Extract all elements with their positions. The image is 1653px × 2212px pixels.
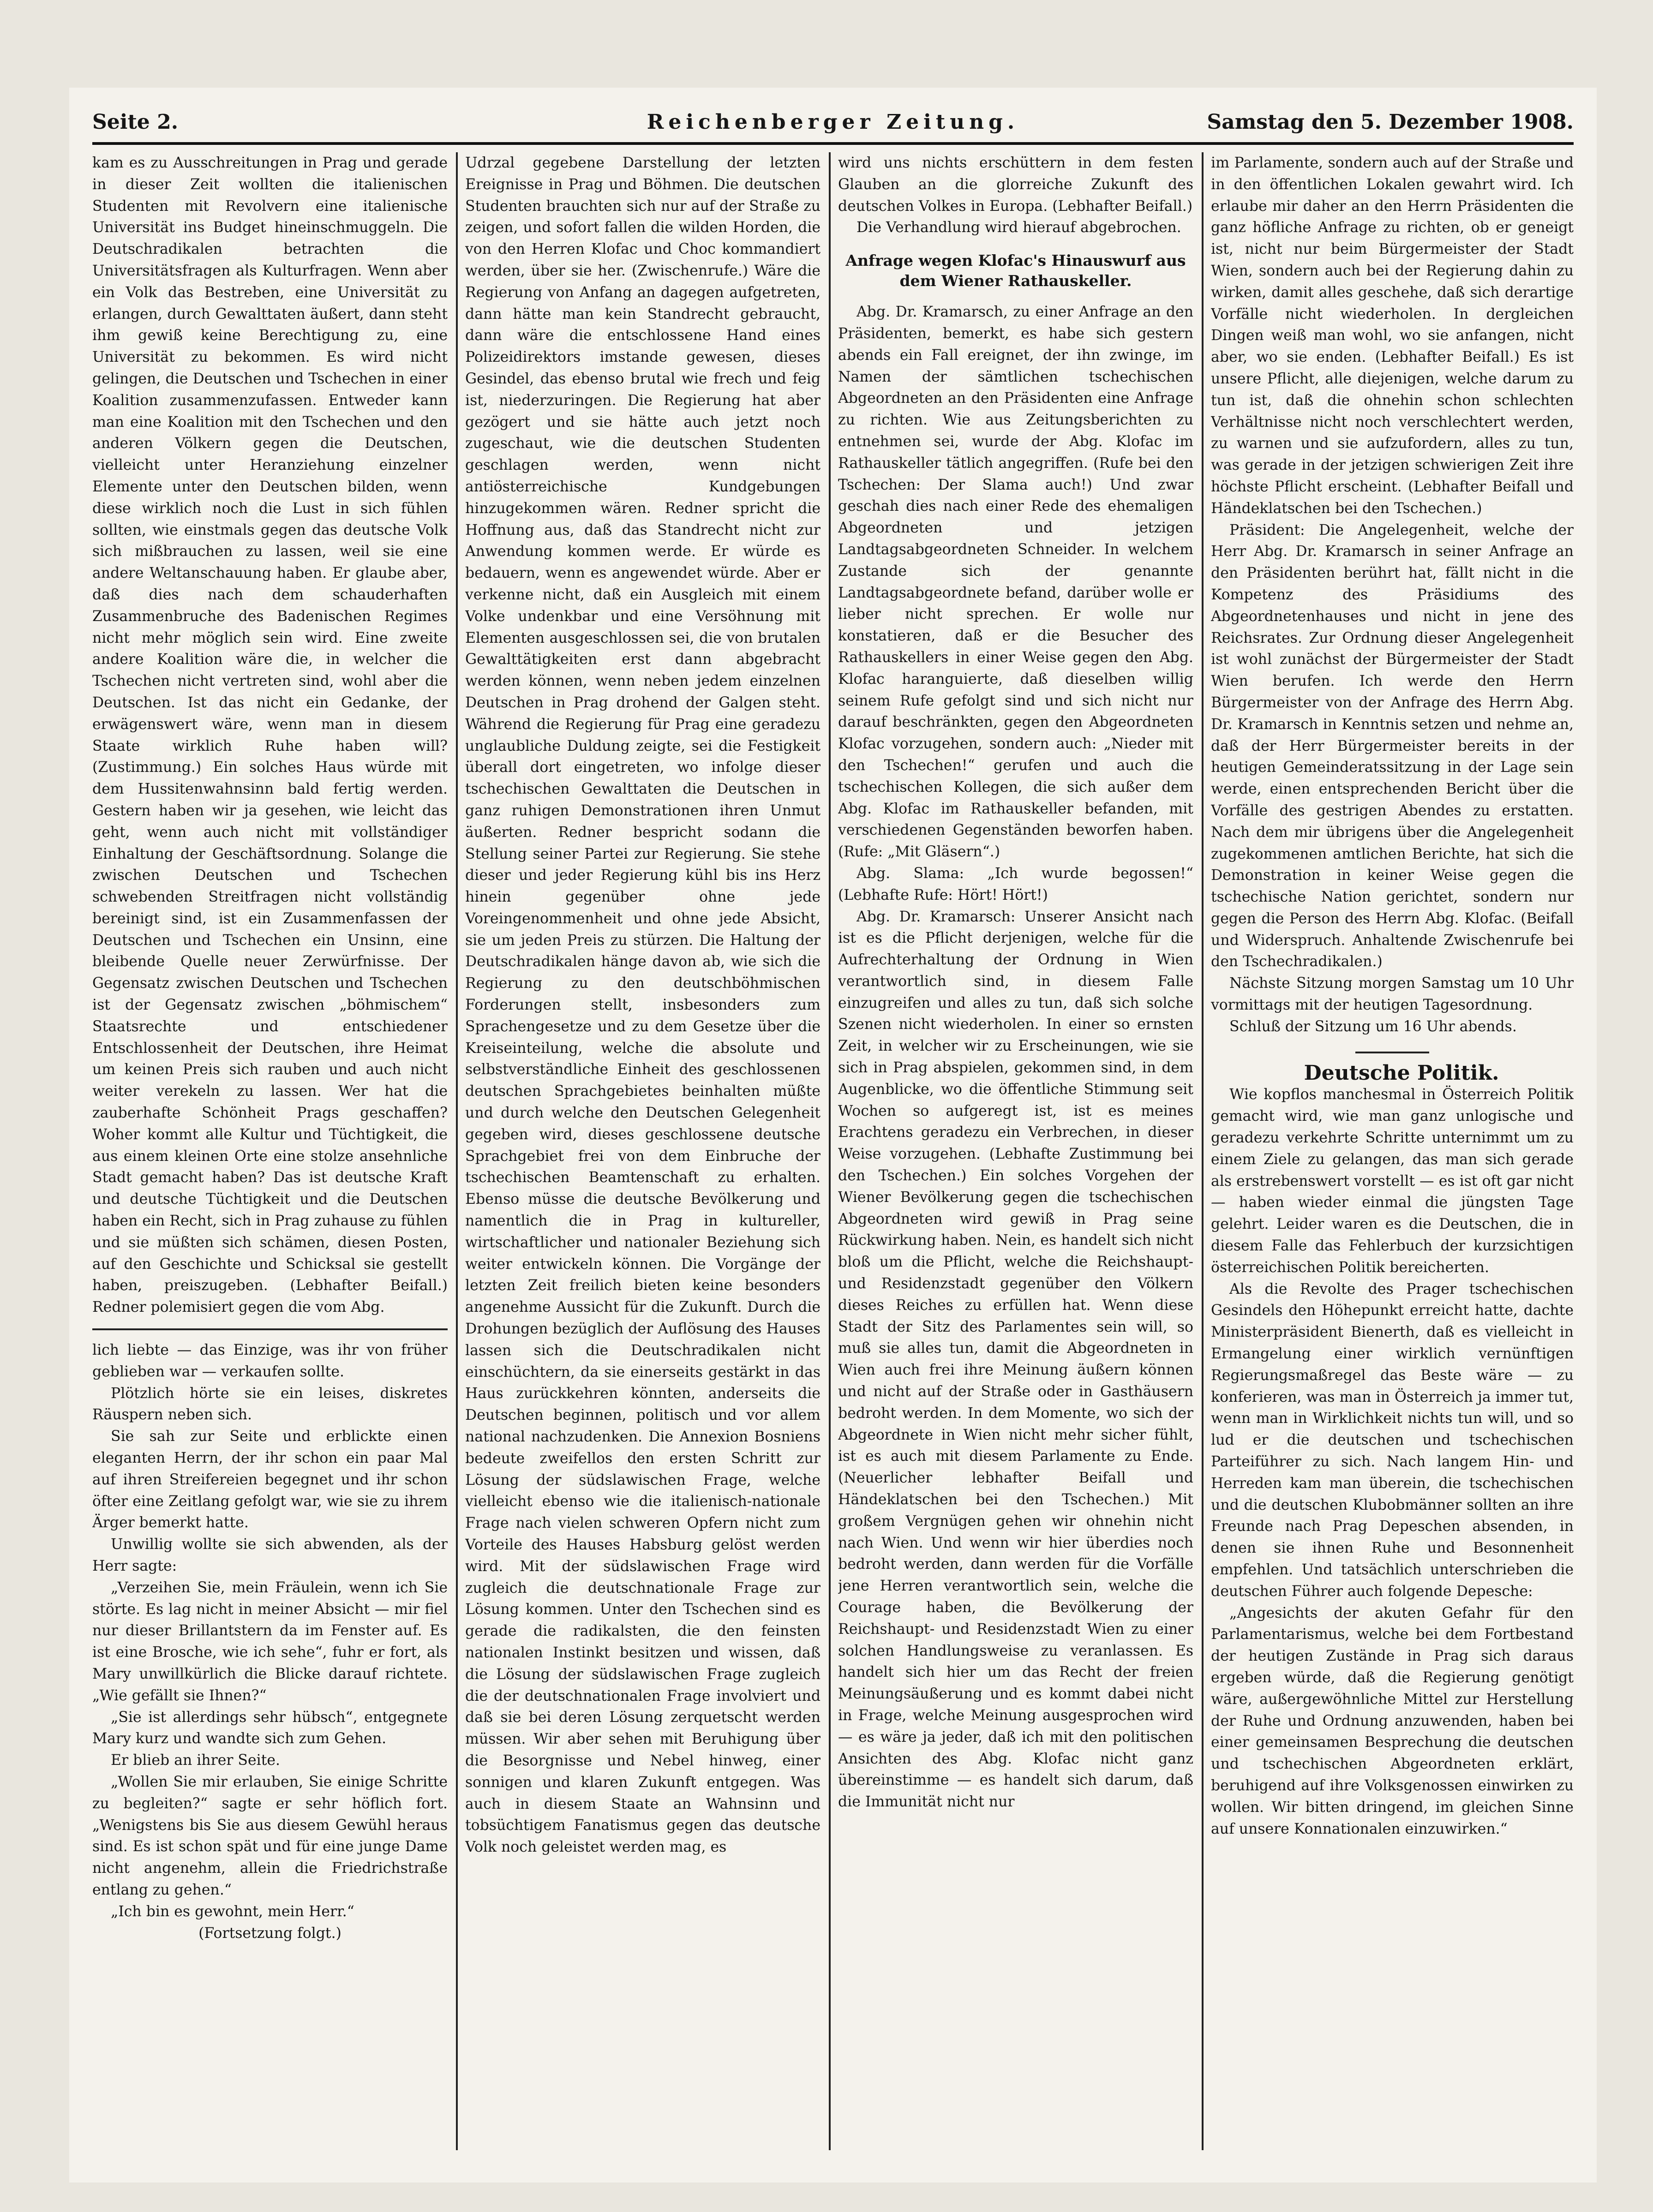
column-1 — [92, 152, 448, 2150]
feuilleton-paragraph: „Sie ist allerdings sehr hübsch“, entgegnete Mary kurz und wandte sich zum Gehen. — [92, 1709, 448, 1747]
article-text: Schluß der Sitzung um 16 Uhr abends. — [1229, 1018, 1517, 1035]
article-text: Die Verhandlung wird hierauf abgebrochen. — [856, 219, 1181, 236]
article-text: wird uns nichts erschüttern in dem festen Glauben an die glorreiche Zukunft des deutschen Volkes in Europa. (Lebhafter Beifall.) — [838, 155, 1193, 215]
article-text: Abg. Dr. Kramarsch: Unserer Ansicht nach ist es die Pflicht derjenigen, welche für die Aufrechterhaltung der Ordnung in Wien verantwortlich sind, in diesem Falle einzugreifen und alles zu tun, daß sich solche Szenen nicht wiederholen. In einer so ernsten Zeit, in welcher wir zu Erscheinungen, wie sie sich in Prag abspielen, gekommen sind, in dem Augenblicke, wo die öffentliche Stimmung seit Wochen so aufgeregt ist, ist es meines Erachtens geradezu ein Verbrechen, in dieser Weise vorzugehen. (Lebhafte Zustimmung bei den Tschechen.) Ein solches Vorgehen der Wiener Bevölkerung gegen die tschechischen Abgeordneten wird gewiß in Prag seine Rückwirkung haben. Nein, es handelt sich nicht bloß um die Pflicht, welche die Reichshaupt- und Residenzstadt gegenüber den Völkern dieses Reiches zu erfüllen hat. Wenn diese Stadt der Sitz des Parlamentes sein will, so muß sie alles tun, damit die Abgeordneten in Wien auch frei ihre Meinung äußern können und nicht auf der Straße oder in Gasthäusern bedroht werden. In dem Momente, wo sich der Abgeordnete in Wien nicht mehr sicher fühlt, ist es auch mit diesem Parlamente zu Ende. (Neuerlicher lebhafter Beifall und Händeklatschen bei den Tschechen.) Mit großem Vergnügen gehen wir ohnehin nicht nach Wien. Und wenn wir hier überdies noch bedroht werden, dann werden für die Vorfälle jene Herren verantwortlich sein, welche die Courage haben, die Bevölkerung der Reichshaupt- und Residenzstadt Wien zu einer solchen Handlungsweise zu veranlassen. Es handelt sich hier um das Recht der freien Meinungsäußerung und es kommt dabei nicht in Frage, welche Meinung ausgesprochen wird — es wäre ja jeder, daß ich mit den politischen Ansichten des Abg. Klofac nicht ganz übereinstimme — es handelt sich darum, daß die Immunität nicht nur — [838, 908, 1193, 1811]
article-text: Als die Revolte des Prager tschechischen Gesindels den Höhepunkt erreicht hatte, dachte Ministerpräsident Bienerth, daß es vielleicht in Ermangelung einer wirklich vernünftigen Regierungsmaßregel das Beste wäre — zu konferieren, was man in Österreich ja immer tut, wenn man in Wirklichkeit nichts tun will, und so lud er die deutschen und tschechischen Parteiführer zu sich. Nach langem Hin- und Herreden kam man überein, die tschechischen und die deutschen Klubobmänner sollten an ihre Freunde nach Prag Depeschen absenden, in denen sie ihnen Ruhe und Besonnenheit empfehlen. Und tatsächlich unterschrieben die deutschen Führer auch folgende Depesche: — [1211, 1280, 1574, 1600]
article-text: Präsident: Die Angelegenheit, welche der Herr Abg. Dr. Kramarsch in seiner Anfrage an den Präsidenten berührt hat, fällt nicht in die Kompetenz des Präsidiums des Abgeordnetenhauses und nicht in jene des Reichsrates. Zur Ordnung dieser Angelegenheit ist wohl zunächst der Bürgermeister der Stadt Wien berufen. Ich werde den Herrn Bürgermeister von der Anfrage des Herrn Abg. Dr. Kramarsch in Kenntnis setzen und nehme an, daß der Herr Bürgermeister bereits in der heutigen Gemeinderatssitzung in der Lage sein werde, einen entsprechenden Bericht über die Vorfälle des gestrigen Abendes zu erstatten. Nach dem mir übrigens über die Angelegenheit zugekommenen amtlichen Berichte, hat sich die Demonstration in keiner Weise gegen die tschechische Nation gerichtet, sondern nur gegen die Person des Herrn Abg. Klofac. (Beifall und Widerspruch. Anhaltende Zwischenrufe bei den Tschechradikalen.) — [1211, 521, 1574, 970]
feuilleton-paragraph: Plötzlich hörte sie ein leises, diskretes Räuspern neben sich. — [92, 1385, 448, 1423]
feuilleton — [92, 1339, 448, 1944]
page-number: Seite 2. — [92, 110, 179, 134]
header-rule — [92, 142, 1574, 145]
feuilleton-paragraph: „Ich bin es gewohnt, mein Herr.“ — [111, 1903, 354, 1920]
masthead: Reichenberger Zeitung. — [647, 110, 1019, 134]
feuilleton-paragraph: „Wollen Sie mir erlauben, Sie einige Schritte zu begleiten?“ sagte er sehr höflich fort. „Wenigstens bis Sie aus diesem Gewühl heraus sind. Es ist schon spät und für eine junge Dame nicht angenehm, allein die Friedrichstraße entlang zu gehen.“ — [92, 1773, 448, 1898]
column-3 — [838, 152, 1193, 2150]
article-text: Nächste Sitzung morgen Samstag um 10 Uhr vormittags mit der heutigen Tagesordnung. — [1211, 975, 1574, 1014]
article-text: Abg. Dr. Kramarsch, zu einer Anfrage an den Präsidenten, bemerkt, es habe sich gestern abends ein Fall ereignet, der ihn zwinge, im Namen der sämtlichen tschechischen Abgeordneten an den Präsidenten eine Anfrage zu richten. Wie aus Zeitungsberichten zu entnehmen sei, wurde der Abg. Klofac im Rathauskeller tätlich angegriffen. (Rufe bei den Tschechen: Der Slama auch!) Und zwar geschah dies nach einer Rede des ehemaligen Abgeordneten und jetzigen Landtagsabgeordneten Schneider. In welchem Zustande sich der genannte Landtagsabgeordnete befand, darüber wolle er lieber nicht sprechen. Er wolle nur konstatieren, daß er die Besucher des Rathauskellers in einer Weise gegen den Abg. Klofac haranguierte, daß dieselben willig seinem Rufe gefolgt sind und sich nicht nur darauf beschränkten, gegen den Abgeordneten Klofac vorzugehen, sondern auch: „Nieder mit den Tschechen!“ gerufen und auch die tschechischen Kollegen, die sich außer dem Abg. Klofac im Rathauskeller befanden, mit verschiedenen Gegenständen beworfen haben. (Rufe: „Mit Gläsern“.) — [838, 304, 1193, 861]
article-text: im Parlamente, sondern auch auf der Straße und in den öffentlichen Lokalen gewahrt wird. Ich erlaube mir daher an den Herrn Präsidenten die ganz höfliche Anfrage zu richten, ob er geneigt ist, nicht nur beim Bürgermeister der Stadt Wien, sondern auch bei der Regierung dahin zu wirken, damit alles geschehe, daß sich derartige Vorfälle nicht wiederholen. In dergleichen Dingen weiß man wohl, wo sie anfangen, nicht aber, wo sie enden. (Lebhafter Beifall.) Es ist unsere Pflicht, alle diejenigen, welche darum zu tun ist, daß die ohnehin schon schlechten Verhältnisse nicht noch verschlechtert werden, zu warnen und sie aufzufordern, alles zu tun, was gerade in der jetzigen schwierigen Zeit ihre höchste Pflicht erscheint. (Lebhafter Beifall und Händeklatschen bei den Tschechen.) — [1211, 155, 1574, 517]
page-header — [92, 106, 1574, 138]
article-text: Wie kopflos manchesmal in Österreich Politik gemacht wird, wie man ganz unlogische und geradezu verkehrte Schritte unternimmt um zu einem Ziele zu gelangen, das man sich gerade als erstrebenswert vorstellt — es ist oft gar nicht — haben wieder einmal die jüngsten Tage gelehrt. Leider waren es die Deutschen, die in diesem Falle das Fehlerbuch der kurzsichtigen österreichischen Politik bereicherten. — [1211, 1086, 1574, 1276]
column-separator — [829, 152, 831, 2150]
column-separator — [456, 152, 458, 2150]
continuation-note: (Fortsetzung folgt.) — [198, 1925, 341, 1942]
column-4 — [1211, 152, 1574, 2150]
column-separator — [1202, 152, 1204, 2150]
article-text: Udrzal gegebene Darstellung der letzten Ereignisse in Prag und Böhmen. Die deutschen Studenten brauchten sich nur auf der Straße zu zeigen, und sofort fallen die wilden Horden, die von den Herren Klofac und Choc kommandiert werden, über sie her. (Zwischenrufe.) Wäre die Regierung von Anfang an dagegen aufgetreten, dann hätte man kein Standrecht gebraucht, dann wäre die entschlossene Hand eines Polizeidirektors imstande gewesen, dieses Gesindel, das ebenso brutal wie frech und feig ist, niederzuringen. Die Regierung hat aber gezögert und sie hätte auch jetzt noch zugeschaut, wie die deutschen Studenten geschlagen werden, wenn nicht antiösterreichische Kundgebungen hinzugekommen wären. Redner spricht die Hoffnung aus, daß das Standrecht nicht zur Anwendung kommen werde. Er würde es bedauern, wenn es angewendet würde. Aber er verkenne nicht, daß ein Ausgleich mit einem Volke undenkbar und eine Versöhnung mit Elementen ausgeschlossen sei, die von brutalen Gewalttätigkeiten erst dann abgebracht werden können, wenn neben jedem einzelnen Deutschen in Prag drohend der Galgen steht. Während die Regierung für Prag eine geradezu unglaubliche Duldung zeigte, sei die Festigkeit überall dort eingetreten, wo infolge dieser tschechischen Gewalttaten die Deutschen in ganz ruhigen Demonstrationen ihren Unmut äußerten. Redner bespricht sodann die Stellung seiner Partei zur Regierung. Sie stehe dieser und jeder Regierung kühl bis ins Herz hinein gegenüber ohne jede Voreingenommenheit und ohne jede Absicht, sie um jeden Preis zu stürzen. Die Haltung der Deutschradikalen hänge davon ab, wie sich die Regierung zu den deutschböhmischen Forderungen stellt, insbesonders zum Sprachengesetze und zu dem Gesetze über die Kreiseinteilung, welche die absolute und selbstverständliche Einheit des geschlossenen deutschen Sprachgebietes beinhalten müßte und durch welche den Deutschen Gelegenheit gegeben wird, dieses geschlossene deutsche Sprachgebiet frei von dem Einbruche der tschechischen Beamtenschaft zu erhalten. Ebenso müsse die deutsche Bevölkerung und namentlich die in Prag in kultureller, wirtschaftlicher und nationaler Beziehung sich weiter entwickeln können. Die Vorgänge der letzten Zeit freilich bieten keine besonders angenehme Aussicht für die Zukunft. Durch die Drohungen bezüglich der Auflösung des Hauses lassen sich die Deutschradikalen nicht einschüchtern, da sie einerseits gestärkt in das Haus zurückkehren könnten, anderseits die Deutschen beginnen, politisch und vor allem national nachzudenken. Die Annexion Bosniens bedeute zweifellos den ersten Schritt zur Lösung der südslawischen Frage, welche vielleicht ebenso wie die italienisch-nationale Frage nach vielen schweren Opfern nicht zum Vorteile des Hauses Habsburg gelöst werden wird. Mit der südslawischen Frage wird zugleich die deutschnationale Frage zur Lösung kommen. Unter den Tschechen sind es gerade die radikalsten, die den feinsten nationalen Instinkt besitzen und wissen, daß die Lösung der südslawischen Frage zugleich die der deutschnationalen Frage involviert und daß sie bei deren Lösung zerquetscht werden müssen. Wir aber sehen mit Beruhigung über die Besorgnisse und Nebel hinweg, einer sonnigen und klaren Zukunft entgegen. Was auch in diesem Staate an Wahnsinn und tobsüchtigem Fanatismus gegen das deutsche Volk noch geleistet werden mag, es — [465, 155, 821, 1856]
column-2 — [465, 152, 821, 2150]
section-rule — [1355, 1052, 1429, 1053]
section-headline: Deutsche Politik. — [1304, 1061, 1499, 1085]
feuilleton-paragraph: lich liebte — das Einzige, was ihr von früher geblieben war — verkaufen sollte. — [92, 1342, 448, 1380]
newspaper-page — [69, 88, 1597, 2182]
issue-date: Samstag den 5. Dezember 1908. — [1207, 110, 1574, 134]
feuilleton-paragraph: Er blieb an ihrer Seite. — [111, 1752, 281, 1769]
article-text: kam es zu Ausschreitungen in Prag und gerade in dieser Zeit wollten die italienischen Studenten mit Revolvern eine italienische Universität ins Budget hineinschmuggeln. Die Deutschradikalen betrachten die Universitätsfragen als Kulturfragen. Wenn aber ein Volk das Bestreben, eine Universität zu erlangen, durch Gewalttaten äußert, dann steht ihm gewiß keine Berechtigung zu, eine Universität zu bekommen. Es wird nicht gelingen, die Deutschen und Tschechen in einer Koalition zusammenzufassen. Entweder kann man eine Koalition mit den Tschechen und den anderen Völkern gegen die Deutschen, vielleicht unter Heranziehung einzelner Elemente unter den Deutschen bilden, wenn diese wirklich noch die Lust in sich fühlen sollten, wie einstmals gegen das deutsche Volk sich mißbrauchen zu lassen, weil sie eine andere Weltanschauung haben. Er glaube aber, daß dies nach dem schauderhaften Zusammenbruche des Badenischen Regimes nicht mehr möglich sein wird. Eine zweite andere Koalition wäre die, in welcher die Tschechen nicht vertreten sind, wohl aber die Deutschen. Ist das nicht ein Gedanke, der erwägenswert wäre, wenn man in diesem Staate wirklich Ruhe haben will? (Zustimmung.) Ein solches Haus würde mit dem Hussitenwahnsinn bald fertig werden. Gestern haben wir ja gesehen, wie leicht das geht, wenn auch nicht mit vollständiger Einhaltung der Geschäftsordnung. Solange die zwischen Deutschen und Tschechen schwebenden Streitfragen nicht vollständig bereinigt sind, ist ein Zusammenfassen der Deutschen und Tschechen ein Unsinn, eine bleibende Quelle neuer Zerwürfnisse. Der Gegensatz zwischen Deutschen und Tschechen ist der Gegensatz zwischen „böhmischem“ Staatsrechte und entschiedener Entschlossenheit der Deutschen, ihre Heimat um keinen Preis sich rauben und auch nicht weiter verekeln zu lassen. Wer hat die zauberhafte Schönheit Prags geschaffen? Woher kommt alle Kultur und Tüchtigkeit, die aus einem kleinen Orte eine stolze ansehnliche Stadt gemacht haben? Das ist deutsche Kraft und deutsche Tüchtigkeit und die Deutschen haben ein Recht, sich in Prag zuhause zu fühlen und sie müßten sich schämen, diesen Posten, auf den Geschichte und Schicksal sie gestellt haben, preiszugeben. (Lebhafter Beifall.) Redner polemisiert gegen die vom Abg. — [92, 155, 448, 1316]
feuilleton-paragraph: Sie sah zur Seite und erblickte einen eleganten Herrn, der ihr schon ein paar Mal auf ihren Streifereien begegnet und ihr schon öfter eine Zeitlang gefolgt war, wie sie zu ihrem Ärger bemerkt hatte. — [92, 1428, 448, 1531]
article-headline: Anfrage wegen Klofac's Hinauswurf aus dem Wiener Rathauskeller. — [845, 251, 1186, 290]
article-text: Abg. Slama: „Ich wurde begossen!“ (Lebhafte Rufe: Hört! Hört!) — [838, 865, 1193, 903]
article-text: „Angesichts der akuten Gefahr für den Parlamentarismus, welche bei dem Fortbestand der heutigen Zustände in Prag sich daraus ergeben würde, daß die Regierung genötigt wäre, außergewöhnliche Mittel zur Herstellung der Ruhe und Ordnung anzuwenden, haben bei einer gemeinsamen Besprechung die deutschen und tschechischen Abgeordneten erklärt, beruhigend auf ihre Volksgenossen einwirken zu wollen. Wir bitten dringend, im gleichen Sinne auf unsere Konnationalen einzuwirken.“ — [1211, 1604, 1574, 1837]
feuilleton-paragraph: Unwillig wollte sie sich abwenden, als der Herr sagte: — [92, 1536, 448, 1574]
feuilleton-rule — [92, 1328, 448, 1330]
feuilleton-paragraph: „Verzeihen Sie, mein Fräulein, wenn ich Sie störte. Es lag nicht in meiner Absicht — mir fiel nur dieser Brillantstern da im Fenster auf. Es ist eine Brosche, wie ich sehe“, fuhr er fort, als Mary unwillkürlich die Blicke darauf richtete. „Wie gefällt sie Ihnen?“ — [92, 1579, 448, 1704]
